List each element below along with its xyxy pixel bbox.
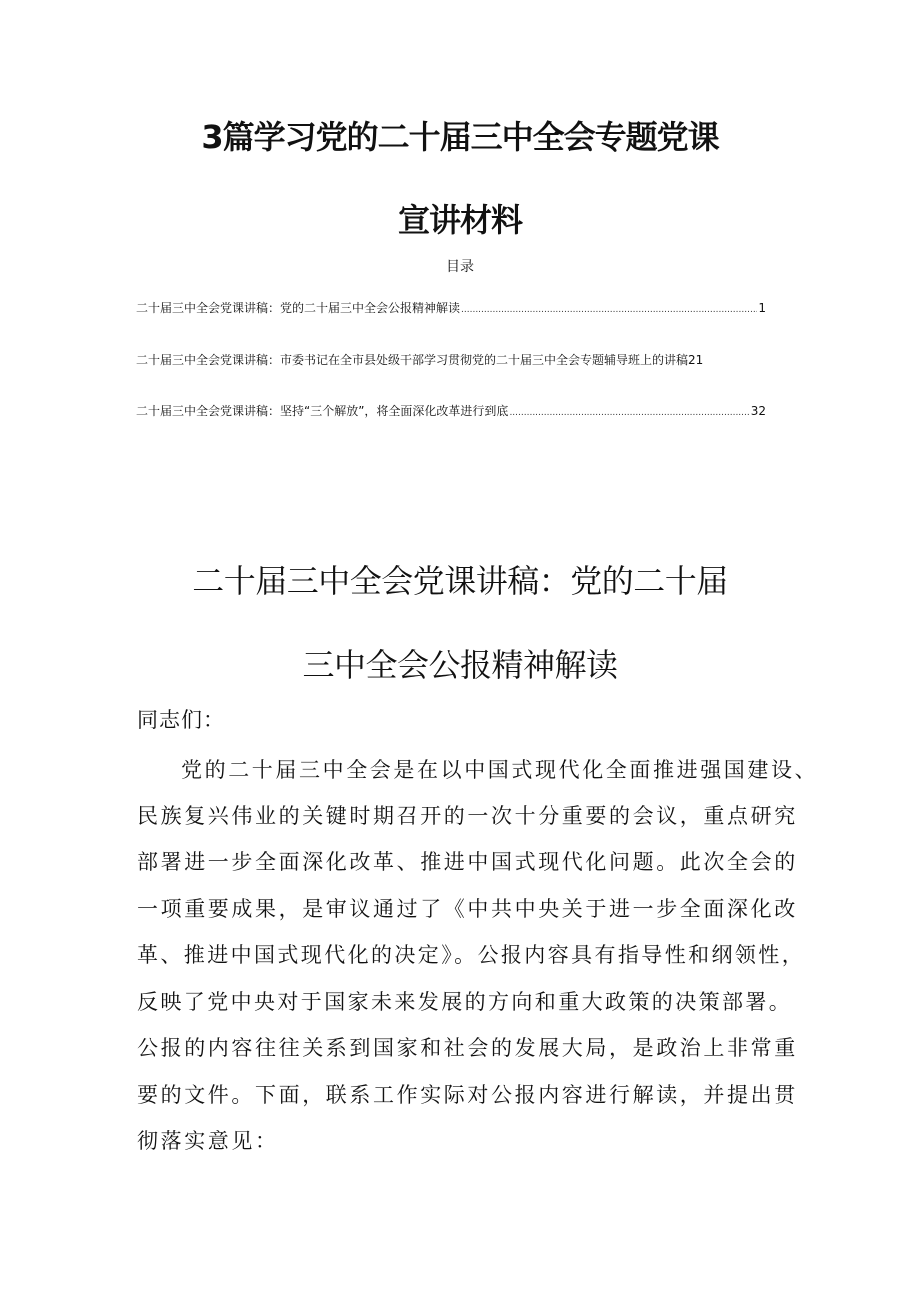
paragraph-line: 反映了党中央对于国家未来发展的方向和重大政策的决策部署。 (137, 990, 793, 1014)
toc-heading: 目录 (446, 259, 474, 275)
toc-entry[interactable] (136, 402, 766, 419)
toc-entry[interactable] (136, 351, 766, 368)
paragraph-line: 革、推进中国式现代化的决定》。公报内容具有指导性和纲领性， (137, 943, 806, 967)
toc-entry[interactable] (136, 299, 766, 316)
paragraph-line: 公报的内容往往关系到国家和社会的发展大局，是政治上非常重 (137, 1036, 798, 1060)
paragraph-line: 民族复兴伟业的关键时期召开的一次十分重要的会议，重点研究 (137, 804, 798, 828)
toc-entry-page: 21 (688, 353, 704, 367)
toc-dot-leader (461, 305, 757, 315)
section-title-line-2: 三中全会公报精神解读 (302, 646, 618, 684)
toc-entry-page: 32 (750, 404, 766, 418)
paragraph-line: 要的文件。下面，联系工作实际对公报内容进行解读，并提出贯 (137, 1083, 798, 1107)
toc-entry-page: 1 (758, 301, 766, 315)
paragraph-line: 一项重要成果，是审议通过了《中共中央关于进一步全面深化改 (137, 897, 798, 921)
toc-entry-text: 二十届三中全会党课讲稿：市委书记在全市县处级干部学习贯彻党的二十届三中全会专题辅导班上的讲稿 (136, 353, 689, 367)
paragraph-line: 部署进一步全面深化改革、推进中国式现代化问题。此次全会的 (137, 850, 798, 874)
toc-dot-leader (509, 408, 749, 418)
paragraph-line: 党的二十届三中全会是在以中国式现代化全面推进强国建设、 (181, 758, 819, 782)
section-title-line-1: 二十届三中全会党课讲稿：党的二十届 (192, 562, 728, 600)
toc-entry-text: 二十届三中全会党课讲稿：党的二十届三中全会公报精神解读 (136, 301, 461, 315)
toc-entry-text: 二十届三中全会党课讲稿：坚持“三个解放”，将全面深化改革进行到底 (136, 404, 509, 418)
document-title-line-2: 宣讲材料 (397, 201, 522, 239)
document-title-line-1: 3篇学习党的二十届三中全会专题党课 (201, 118, 719, 156)
paragraph-line: 彻落实意见： (137, 1129, 279, 1153)
salutation: 同志们： (137, 708, 225, 732)
